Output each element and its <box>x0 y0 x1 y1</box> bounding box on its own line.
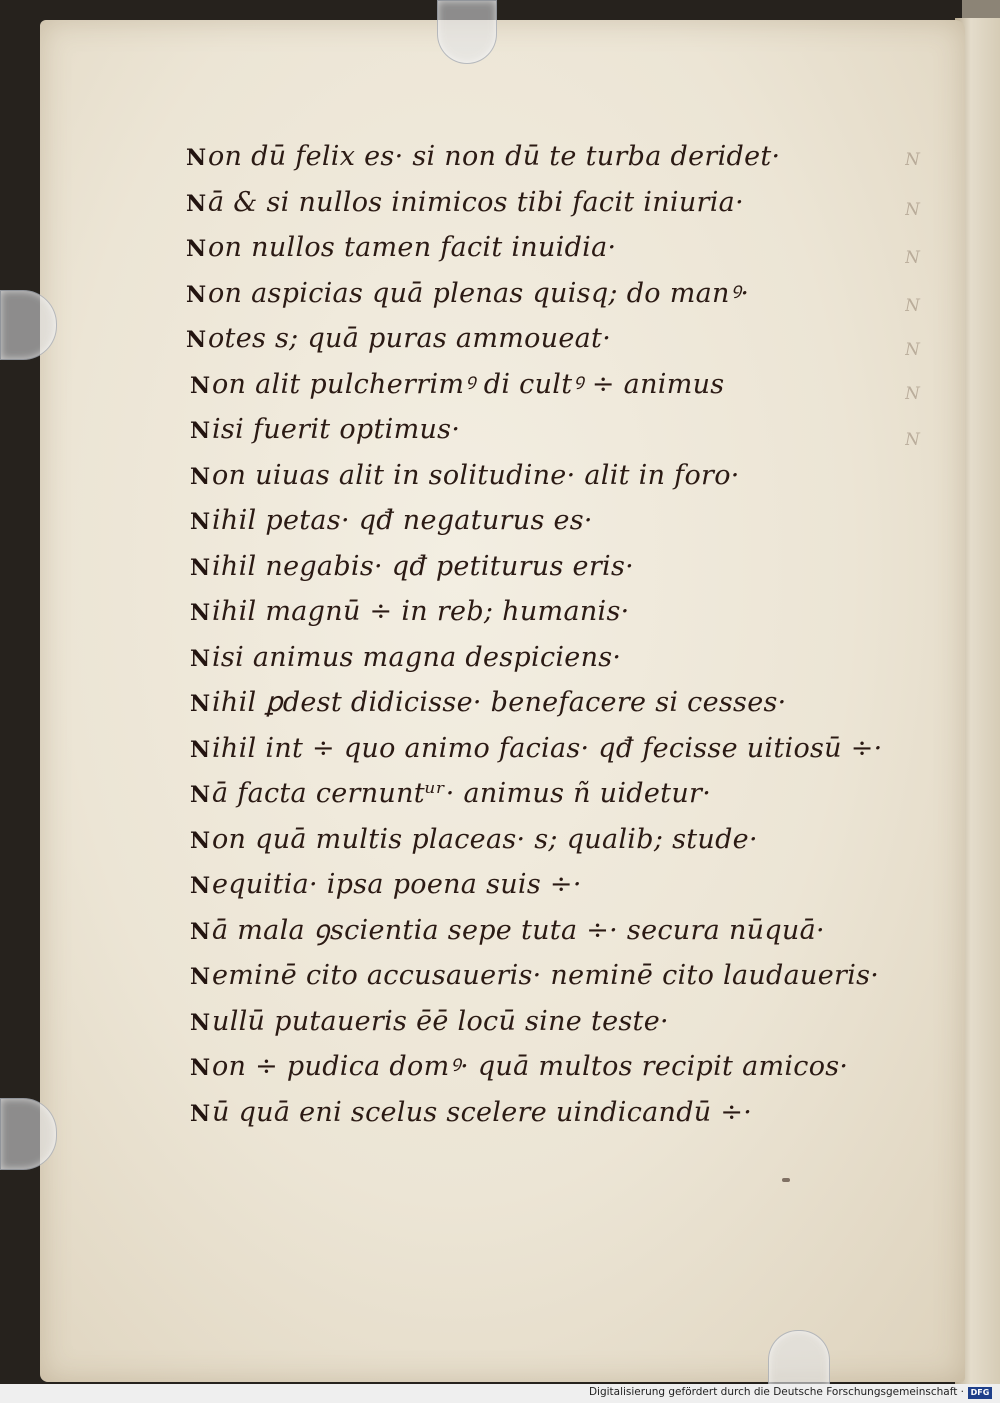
line-text: equitia· ipsa poena suis ÷· <box>212 869 582 900</box>
line-initial: N <box>186 236 207 262</box>
line-text: on alit pulcherrimꝰ di cultꝰ ÷ animus <box>212 368 725 400</box>
dfg-logo: DFG <box>968 1387 992 1399</box>
bleed-through-text: N <box>905 340 920 360</box>
line-text: ā mala ꝯscientia sepe tuta ÷· secura nūquā· <box>212 914 825 946</box>
line-initial: N <box>186 327 207 353</box>
manuscript-line <box>190 911 825 951</box>
bleed-through-text: N <box>905 248 920 268</box>
funding-credit: Digitalisierung gefördert durch die Deutsche Forschungsgemeinschaft · <box>588 1386 964 1398</box>
manuscript-line <box>190 1002 669 1042</box>
line-initial: N <box>190 964 211 990</box>
bleed-through-text: N <box>905 384 920 404</box>
line-text: ihil negabis· qđ petiturus eris· <box>212 550 634 582</box>
bleed-through-text: N <box>905 150 920 170</box>
line-text: ā & si nullos inimicos tibi facit iniuria· <box>208 186 744 218</box>
manuscript-line <box>186 319 611 359</box>
line-initial: N <box>190 600 211 626</box>
line-initial: N <box>190 918 211 945</box>
line-initial: N <box>190 782 211 808</box>
line-text: on uiuas alit in solitudine· alit in foro· <box>212 459 740 491</box>
line-text: ihil int ÷ quo animo facias· qđ fecisse uitiosū ÷· <box>212 732 883 764</box>
line-text: ihil magnū ÷ in reb; humanis· <box>212 596 630 627</box>
line-initial: N <box>190 827 211 854</box>
line-initial: N <box>190 372 211 399</box>
manuscript-line <box>190 547 634 587</box>
line-initial: N <box>190 554 211 581</box>
line-initial: N <box>186 190 207 217</box>
manuscript-line <box>190 683 787 723</box>
line-text: ū quā eni scelus scelere uindicandū ÷· <box>212 1096 753 1128</box>
line-initial: N <box>190 1009 211 1036</box>
line-text: ihil ꝑdest didicisse· benefacere si cesses· <box>212 687 787 718</box>
manuscript-line <box>186 228 616 268</box>
line-initial: N <box>190 509 211 535</box>
manuscript-line <box>190 865 582 905</box>
line-text: ullū putaueris ēē locū sine teste· <box>212 1005 669 1037</box>
line-text: otes s; quā puras ammoueat· <box>208 323 612 354</box>
manuscript-line <box>186 274 749 314</box>
line-text: on quā multis placeas· s; qualib; stude· <box>212 823 758 855</box>
line-text: ā facta cernuntᵘʳ· animus ñ uidetur· <box>212 778 712 809</box>
line-initial: N <box>190 418 211 444</box>
line-text: on ÷ pudica domꝰ· quā multos recipit amicos· <box>212 1051 849 1082</box>
line-initial: N <box>190 873 211 899</box>
line-initial: N <box>190 736 211 763</box>
manuscript-line <box>190 820 758 860</box>
manuscript-line <box>190 501 593 541</box>
line-text: isi animus magna despiciens· <box>212 641 622 673</box>
manuscript-line <box>190 1047 848 1087</box>
manuscript-line <box>190 638 621 678</box>
manuscript-line <box>186 137 780 177</box>
line-initial: N <box>190 645 211 672</box>
line-text: ihil petas· qđ negaturus es· <box>212 505 593 536</box>
page-clip-bottom <box>768 1330 830 1387</box>
line-initial: N <box>190 691 211 717</box>
line-text: eminē cito accusaueris· neminē cito laudaueris· <box>212 960 880 991</box>
line-initial: N <box>190 463 211 490</box>
manuscript-line <box>190 774 711 814</box>
manuscript-line <box>190 1093 752 1133</box>
line-initial: N <box>186 281 207 308</box>
manuscript-line <box>190 956 879 996</box>
manuscript-line <box>190 729 883 769</box>
manuscript-line <box>190 456 740 496</box>
line-initial: N <box>190 1055 211 1081</box>
line-initial: N <box>186 145 207 171</box>
bleed-through-text: N <box>905 296 920 316</box>
line-text: on aspicias quā plenas quisq; do manꝰ· <box>208 277 750 309</box>
line-text: isi fuerit optimus· <box>212 414 461 445</box>
line-initial: N <box>190 1100 211 1127</box>
bleed-through-text: N <box>905 200 920 220</box>
line-text: on dū felix es· si non dū te turba deridet· <box>208 141 781 172</box>
bleed-through-text: N <box>905 430 920 450</box>
page-clip-top <box>437 0 497 64</box>
line-text: on nullos tamen facit inuidia· <box>208 232 617 263</box>
manuscript-line <box>186 183 744 223</box>
manuscript-line <box>190 365 724 405</box>
manuscript-line <box>190 410 460 450</box>
manuscript-line <box>190 592 630 632</box>
footer-bar <box>0 1384 1000 1403</box>
